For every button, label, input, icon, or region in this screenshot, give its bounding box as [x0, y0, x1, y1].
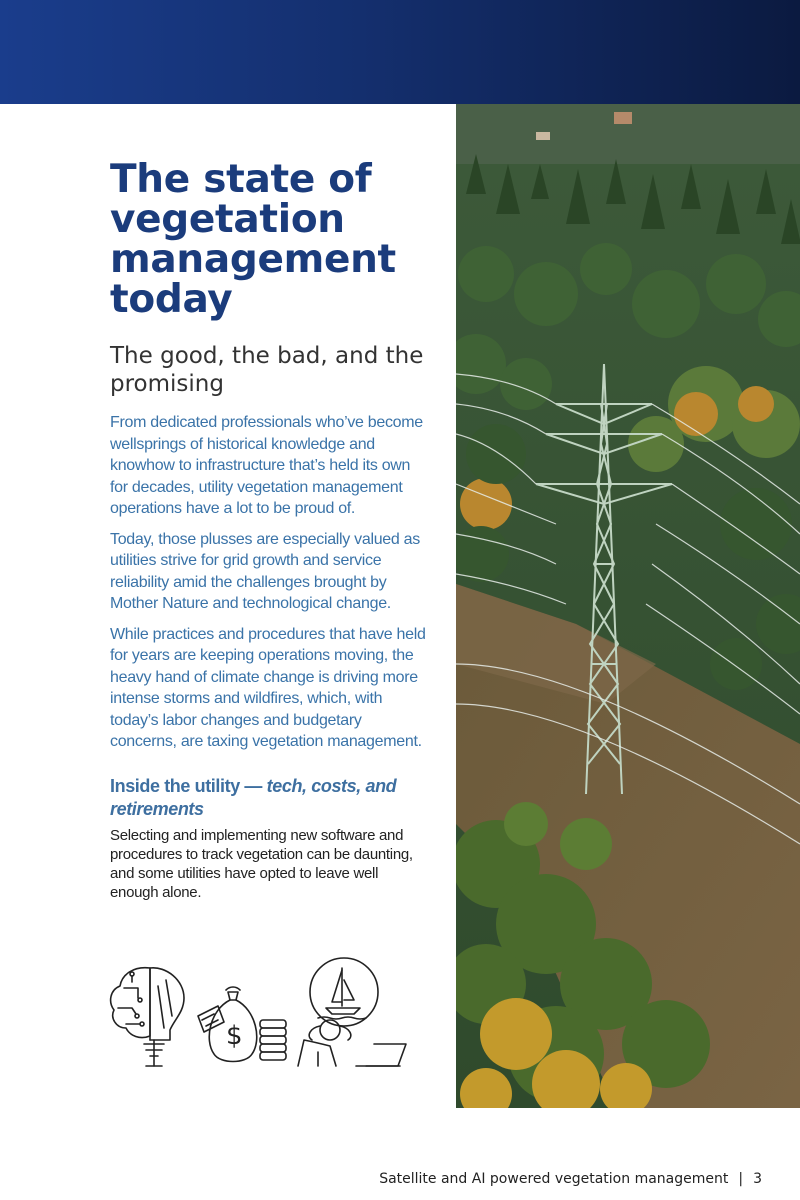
page-footer [379, 1171, 762, 1187]
dollar-sign-glyph: $ [226, 1021, 243, 1051]
forest-power-tower-photo [456, 104, 800, 1108]
section-body: Selecting and implementing new software and procedures to track vegetation can be daunting, and some utilities have opted to leave well enough alone. [110, 826, 413, 901]
money-bag-icon [198, 987, 286, 1062]
section-heading [110, 775, 430, 821]
page-number: 3 [753, 1171, 762, 1187]
page-subtitle: The good, the bad, and the promising [110, 343, 424, 397]
footer-separator: | [738, 1171, 744, 1187]
page-title: The state of vegetation management today [110, 157, 396, 322]
brain-lightbulb-icon [111, 968, 184, 1066]
header-band [0, 0, 800, 104]
intro-paragraph: From dedicated professionals who’ve become wellsprings of historical knowledge and knowhow to infrastructure that’s held its own for decades, utility vegetation management operations have a lot to be proud of. [110, 414, 423, 517]
footer-doc-title: Satellite and AI powered vegetation management [379, 1171, 729, 1187]
section-heading-italic: tech, costs, and retirements [110, 775, 397, 819]
section-heading-plain: Inside the utility — [110, 775, 267, 796]
body-paragraph-3: While practices and procedures that have held for years are keeping operations moving, the heavy hand of climate change is driving more intense storms and wildfires, which, with today’s labor changes and budgetary concerns, are taxing vegetation management. [110, 625, 426, 750]
illustration-row [104, 956, 414, 1072]
relaxing-person-sailboat-icon [298, 958, 406, 1066]
main-content [110, 157, 430, 902]
body-paragraph-2: Today, those plusses are especially valued as utilities strive for grid growth and service reliability amid the challenges brought by Mother Nature and technological change. [110, 530, 420, 612]
